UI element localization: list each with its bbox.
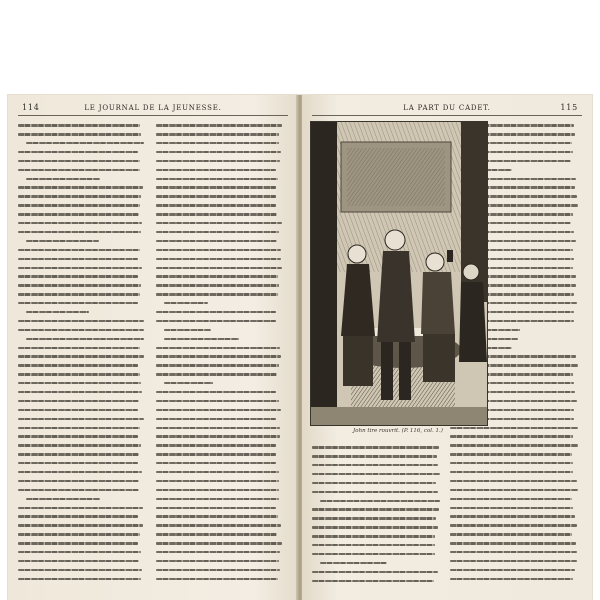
text-line	[312, 505, 440, 514]
text-line	[312, 523, 440, 532]
text-line	[18, 503, 144, 512]
text-line	[18, 388, 144, 397]
left-running-head: LE JOURNAL DE LA JEUNESSE.	[84, 104, 222, 112]
text-line	[18, 361, 144, 370]
text-line	[450, 557, 578, 566]
text-line	[18, 548, 144, 557]
text-line	[156, 237, 282, 246]
text-line	[18, 566, 144, 575]
text-line	[450, 468, 578, 477]
left-text-column-2	[156, 121, 282, 591]
text-line	[156, 566, 282, 575]
text-line	[156, 574, 282, 583]
text-line	[156, 165, 282, 174]
text-line	[312, 514, 440, 523]
text-line	[18, 165, 144, 174]
text-line	[156, 130, 282, 139]
text-line	[18, 459, 144, 468]
text-line	[156, 334, 282, 343]
text-line	[156, 379, 282, 388]
text-line	[156, 494, 282, 503]
text-line	[156, 557, 282, 566]
text-line	[156, 281, 282, 290]
text-line	[18, 397, 144, 406]
text-line	[156, 290, 282, 299]
text-line	[156, 174, 282, 183]
text-line	[18, 290, 144, 299]
text-line	[156, 370, 282, 379]
text-line	[18, 486, 144, 495]
text-line	[18, 281, 144, 290]
text-line	[18, 379, 144, 388]
text-line	[18, 441, 144, 450]
right-page	[302, 95, 592, 600]
text-line	[156, 503, 282, 512]
text-line	[312, 576, 440, 585]
text-line	[18, 450, 144, 459]
text-line	[450, 441, 578, 450]
text-line	[312, 479, 440, 488]
text-line	[18, 343, 144, 352]
text-line	[18, 539, 144, 548]
text-line	[312, 487, 440, 496]
text-line	[156, 530, 282, 539]
text-line	[312, 496, 440, 505]
text-line	[18, 263, 144, 272]
text-line	[156, 361, 282, 370]
text-line	[18, 406, 144, 415]
text-line	[156, 139, 282, 148]
text-line	[18, 121, 144, 130]
text-line	[156, 183, 282, 192]
text-line	[156, 201, 282, 210]
text-line	[18, 521, 144, 530]
text-line	[156, 459, 282, 468]
text-line	[156, 317, 282, 326]
text-line	[18, 414, 144, 423]
text-line	[156, 521, 282, 530]
text-line	[450, 486, 578, 495]
text-line	[450, 574, 578, 583]
text-line	[156, 548, 282, 557]
text-line	[18, 299, 144, 308]
text-line	[312, 532, 440, 541]
text-line	[18, 245, 144, 254]
text-line	[18, 192, 144, 201]
text-line	[450, 521, 578, 530]
text-line	[156, 121, 282, 130]
left-page-header	[18, 103, 288, 116]
left-page	[8, 95, 298, 600]
text-line	[156, 477, 282, 486]
text-line	[156, 432, 282, 441]
text-line	[156, 343, 282, 352]
text-line	[18, 201, 144, 210]
text-line	[450, 477, 578, 486]
text-line	[156, 299, 282, 308]
text-line	[18, 334, 144, 343]
text-line	[450, 459, 578, 468]
text-line	[450, 566, 578, 575]
text-line	[18, 254, 144, 263]
text-line	[156, 450, 282, 459]
right-text-column-1-bottom	[312, 443, 440, 591]
text-line	[18, 512, 144, 521]
text-line	[312, 443, 440, 452]
text-line	[156, 219, 282, 228]
text-line	[18, 148, 144, 157]
text-line	[18, 219, 144, 228]
text-line	[18, 352, 144, 361]
text-line	[156, 423, 282, 432]
text-line	[18, 130, 144, 139]
text-line	[312, 550, 440, 559]
text-line	[312, 541, 440, 550]
text-line	[312, 452, 440, 461]
illustration-caption: John tire rouvrit. (P. 116, col. 1.)	[353, 428, 443, 434]
text-line	[156, 486, 282, 495]
text-line	[450, 503, 578, 512]
text-line	[156, 539, 282, 548]
text-line	[18, 370, 144, 379]
text-line	[156, 325, 282, 334]
text-line	[18, 157, 144, 166]
text-line	[156, 406, 282, 415]
text-line	[312, 559, 440, 568]
text-line	[18, 530, 144, 539]
right-page-number: 115	[560, 103, 578, 112]
text-line	[156, 272, 282, 281]
left-page-number: 114	[22, 103, 40, 112]
text-line	[18, 477, 144, 486]
text-line	[156, 512, 282, 521]
text-line	[156, 308, 282, 317]
text-line	[156, 228, 282, 237]
open-book	[8, 95, 592, 600]
text-line	[156, 210, 282, 219]
text-line	[156, 192, 282, 201]
text-line	[156, 148, 282, 157]
text-line	[18, 317, 144, 326]
text-line	[18, 210, 144, 219]
text-line	[18, 423, 144, 432]
text-line	[18, 557, 144, 566]
text-line	[156, 352, 282, 361]
text-line	[18, 174, 144, 183]
text-line	[18, 272, 144, 281]
text-line	[450, 539, 578, 548]
text-line	[18, 139, 144, 148]
text-line	[450, 450, 578, 459]
text-line	[312, 461, 440, 470]
text-line	[156, 157, 282, 166]
text-line	[18, 237, 144, 246]
left-text-column-1	[18, 121, 144, 591]
text-line	[156, 245, 282, 254]
text-line	[156, 397, 282, 406]
text-line	[156, 414, 282, 423]
text-line	[18, 228, 144, 237]
text-line	[18, 183, 144, 192]
text-line	[450, 530, 578, 539]
text-line	[156, 468, 282, 477]
text-line	[18, 308, 144, 317]
text-line	[18, 494, 144, 503]
engraving-scene	[311, 122, 487, 425]
text-line	[18, 468, 144, 477]
text-line	[156, 441, 282, 450]
text-line	[18, 432, 144, 441]
text-line	[156, 388, 282, 397]
engraving-illustration	[310, 121, 488, 426]
right-page-header	[312, 103, 582, 116]
text-line	[450, 494, 578, 503]
text-line	[18, 574, 144, 583]
text-line	[156, 263, 282, 272]
text-line	[450, 548, 578, 557]
text-line	[156, 254, 282, 263]
text-line	[450, 512, 578, 521]
text-line	[312, 470, 440, 479]
text-line	[18, 325, 144, 334]
right-running-head: LA PART DU CADET.	[403, 104, 491, 112]
text-line	[312, 567, 440, 576]
